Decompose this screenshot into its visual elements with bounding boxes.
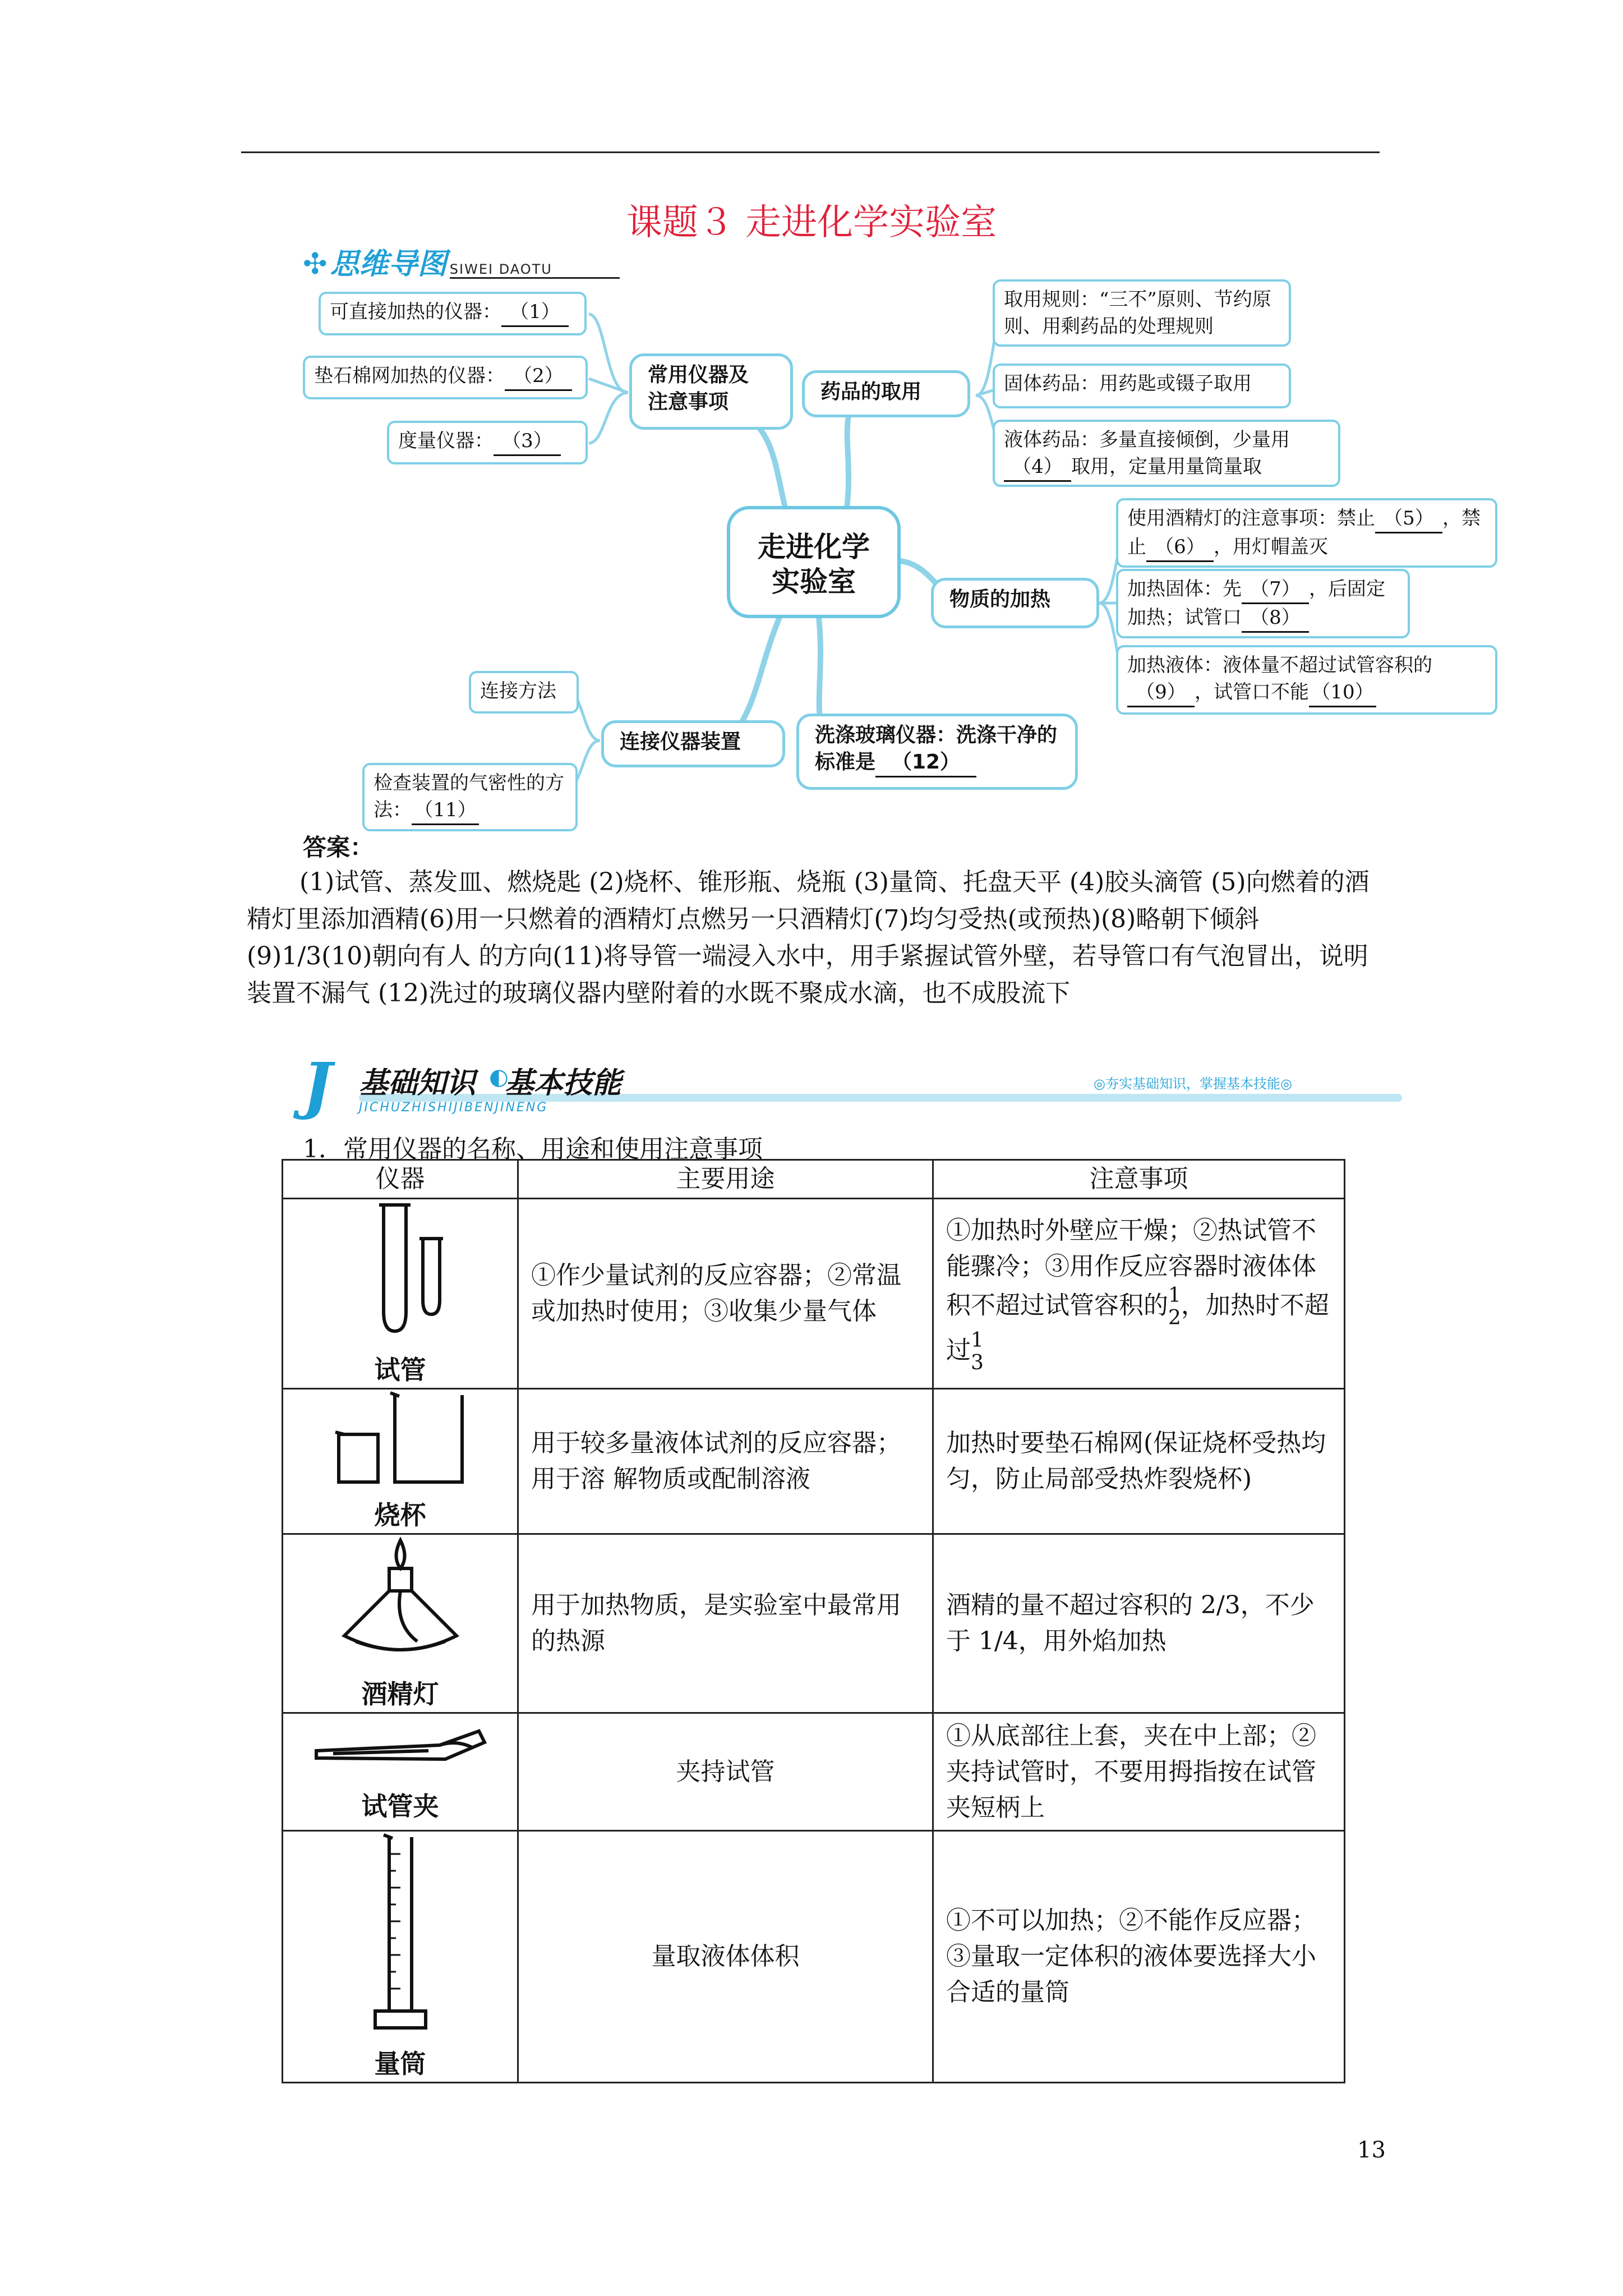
liquid-text-b: 取用，定量用量筒量取	[1071, 455, 1262, 478]
frac-den: 2	[1168, 1306, 1181, 1329]
mindmap-item-measure	[387, 421, 588, 464]
basics-banner-letter: J	[303, 1049, 333, 1121]
use-cell: 夹持试管	[518, 1713, 933, 1831]
basics-banner-title2: 基本技能	[505, 1066, 622, 1100]
instrument-cell	[283, 1199, 518, 1389]
center-label: 走进化学 实验室	[758, 531, 870, 598]
mindmap-drugs-liquid	[993, 420, 1340, 487]
table-row	[283, 1831, 1345, 2083]
blank-2: （2）	[505, 362, 572, 391]
instrument-name: 试管	[374, 1355, 426, 1385]
table-header: 主要用途	[518, 1160, 933, 1199]
instrument-table	[282, 1159, 1345, 2083]
page-number: 13	[1357, 2137, 1386, 2163]
mindmap-category-wash	[796, 714, 1078, 790]
table-row	[283, 1534, 1345, 1713]
mindmap-category-connect: 连接仪器装置	[601, 720, 785, 767]
note-cell	[933, 1199, 1345, 1389]
blank-10: （10）	[1309, 679, 1376, 707]
mindmap-heat-liquid	[1116, 645, 1497, 715]
mindmap-heat-solid	[1116, 569, 1410, 638]
test-tube-icon	[350, 1199, 451, 1340]
item-label: 垫石棉网加热的仪器：	[314, 365, 505, 387]
blank-3: （3）	[494, 427, 561, 456]
tube-clamp-icon	[311, 1720, 490, 1776]
frac-num: 1	[971, 1329, 984, 1352]
instrument-cell	[283, 1389, 518, 1534]
blank-5: （5）	[1375, 505, 1442, 533]
page-title: 课题３ 走进化学实验室	[626, 202, 997, 243]
mindmap-item-gauze-heat	[303, 356, 588, 399]
frac-num: 1	[1168, 1284, 1181, 1307]
liquid-heat-text-b: ，试管口不能	[1195, 681, 1309, 703]
use-cell: 用于加热物质，是实验室中最常用的热源	[518, 1534, 933, 1713]
table-row	[283, 1713, 1345, 1831]
table-header: 注意事项	[933, 1160, 1345, 1199]
blank-9: （9）	[1127, 679, 1195, 707]
fraction-half	[1168, 1285, 1181, 1329]
lamp-text-a: 使用酒精灯的注意事项：禁止	[1127, 507, 1375, 530]
note-cell: 加热时要垫石棉网(保证烧杯受热均匀，防止局部受热炸裂烧杯)	[933, 1389, 1345, 1534]
instrument-name: 量筒	[374, 2049, 426, 2079]
liquid-text-a: 液体药品：多量直接倾倒，少量用	[1004, 429, 1290, 451]
liquid-heat-text-a: 加热液体：液体量不超过试管容积的	[1127, 654, 1432, 677]
beaker-icon	[328, 1389, 473, 1485]
mindmap-category-drugs: 药品的取用	[802, 370, 970, 417]
use-cell: 用于较多量液体试剂的反应容器；用于溶 解物质或配制溶液	[518, 1389, 933, 1534]
mindmap-banner-pinyin: SIWEI DAOTU	[450, 261, 620, 279]
mindmap-connect-method: 连接方法	[469, 671, 579, 714]
graduated-cylinder-icon	[361, 1832, 440, 2033]
mindmap-connect-check	[362, 763, 578, 831]
mindmap-item-direct-heat	[319, 292, 587, 335]
instrument-cell	[283, 1713, 518, 1831]
mindmap-drugs-rule: 取用规则：“三不”原则、节约原则、用剩药品的处理规则	[993, 279, 1291, 347]
instrument-name: 烧杯	[374, 1500, 426, 1530]
use-cell: ①作少量试剂的反应容器；②常温或加热时使用；③收集少量气体	[518, 1199, 933, 1389]
blank-11: （11）	[412, 797, 479, 825]
blank-6: （6）	[1146, 533, 1214, 562]
mindmap-banner-icon: ✣	[303, 247, 328, 281]
note-cell: ①不可以加热；②不能作反应器；③量取一定体积的液体要选择大小合适的量筒	[933, 1831, 1345, 2083]
item-label: 度量仪器：	[398, 430, 494, 452]
lamp-text-c: ，用灯帽盖灭	[1214, 536, 1328, 558]
blank-1: （1）	[501, 298, 569, 327]
blank-12: （12）	[875, 749, 976, 777]
instrument-name: 试管夹	[361, 1791, 439, 1821]
blank-4: （4）	[1004, 453, 1071, 482]
solid-text-a: 加热固体：先	[1127, 578, 1242, 600]
fraction-third	[971, 1329, 984, 1374]
answer-body: (1)试管、蒸发皿、燃烧匙 (2)烧杯、锥形瓶、烧瓶 (3)量筒、托盘天平 (4)胶头滴管 (5)向燃着的酒精灯里添加酒精(6)用一只燃着的酒精灯点燃另一只酒精灯(7)均匀受热(或预热)(8)略朝下倾斜(9)1/3(10)朝向有人 的方向(11)将导管一端浸入水中，用手紧握试管外壁，若导管口有气泡冒出，说明装置不漏气 (12)洗过的玻璃仪器内壁附着的水既不聚成水滴，也不成股流下	[247, 868, 1370, 1007]
instrument-cell	[283, 1534, 518, 1713]
table-row	[283, 1199, 1345, 1389]
basics-banner-slogan: ◎夯实基础知识，掌握基本技能◎	[1094, 1076, 1292, 1092]
mindmap-category-heating: 物质的加热	[931, 578, 1099, 628]
table-row	[283, 1389, 1345, 1534]
note-cell: ①从底部往上套，夹在中上部；②夹持试管时，不要用拇指按在试管夹短柄上	[933, 1713, 1345, 1831]
alcohol-lamp-icon	[333, 1535, 468, 1664]
blank-7: （7）	[1242, 576, 1309, 604]
mindmap-heat-lamp	[1116, 498, 1497, 568]
table-header: 仪器	[283, 1160, 518, 1199]
frac-den: 3	[971, 1351, 984, 1374]
solid-text-b: ，后固定加热；试管口	[1127, 578, 1385, 629]
item-label: 可直接加热的仪器：	[330, 301, 501, 323]
lamp-text-b: ，禁止	[1127, 507, 1481, 558]
answer-heading: 答案：	[303, 834, 374, 861]
basics-banner-title1: 基础知识	[359, 1066, 476, 1100]
check-text: 检查装置的气密性的方法：	[374, 772, 564, 821]
category-instruments-label: 常用仪器及 注意事项	[648, 364, 749, 413]
mindmap-category-instruments	[629, 353, 793, 430]
mindmap-drugs-solid: 固体药品：用药匙或镊子取用	[993, 364, 1291, 408]
blank-8: （8）	[1242, 604, 1309, 633]
use-cell: 量取液体体积	[518, 1831, 933, 2083]
instrument-name: 酒精灯	[361, 1679, 439, 1709]
instrument-cell	[283, 1831, 518, 2083]
note-text-a: ①加热时外壁应干燥；②热试管不能骤冷；③用作反应容器时液体体积不超过试管容积的	[946, 1216, 1316, 1320]
mindmap-center-node	[727, 506, 901, 618]
section-heading: 1．常用仪器的名称、用途和使用注意事项	[303, 1135, 763, 1163]
basics-banner-separator-icon: ◐	[489, 1064, 509, 1090]
note-cell: 酒精的量不超过容积的 2/3，不少于 1/4，用外焰加热	[933, 1534, 1345, 1713]
basics-banner-pinyin: JICHUZHISHIJIBENJINENG	[359, 1101, 548, 1115]
mindmap-banner-title: 思维导图	[330, 247, 447, 281]
table-header-row	[283, 1160, 1345, 1199]
note-text-b: ，加热时不超过	[946, 1291, 1329, 1365]
wash-label: 洗涤玻璃仪器：洗涤干净的标准是	[815, 724, 1058, 774]
